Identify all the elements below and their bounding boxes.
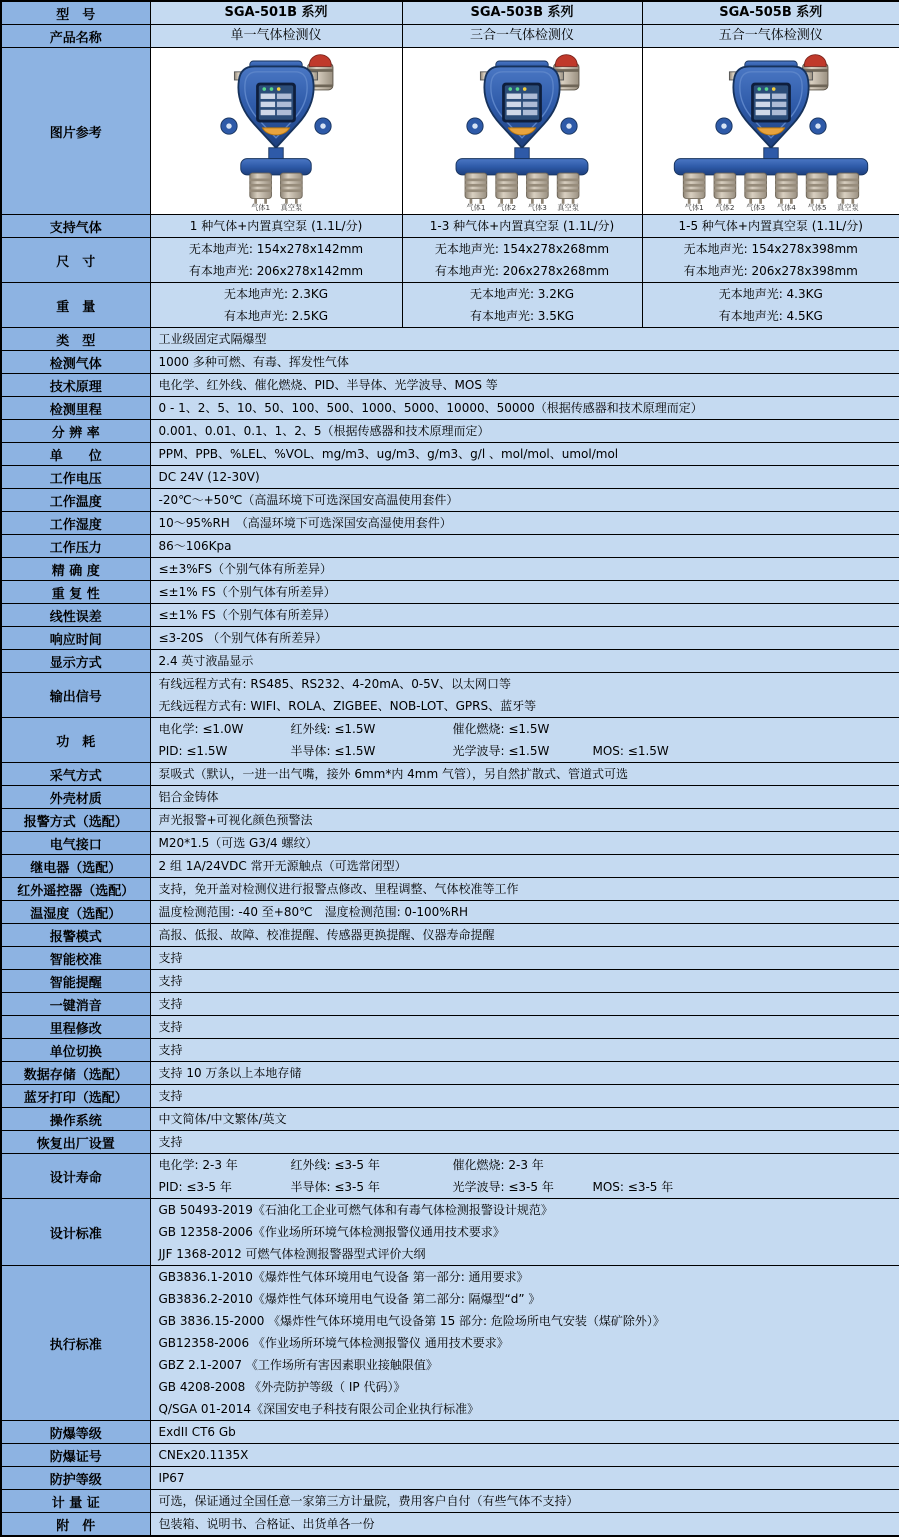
table-row xyxy=(1,993,899,1016)
value-line: 五合一气体检测仪 xyxy=(643,25,899,47)
product-image-cell xyxy=(402,48,642,215)
value-cell xyxy=(150,466,899,489)
value-line: 支持 xyxy=(151,1131,899,1153)
value-line: GB 4208-2008 《外壳防护等级（ IP 代码）》 xyxy=(151,1376,899,1398)
table-row xyxy=(1,1016,899,1039)
value-line: 86～106Kpa xyxy=(151,535,899,557)
display-screen xyxy=(256,83,296,123)
manifold-bar xyxy=(241,159,312,175)
row-label: 响应时间 xyxy=(1,627,150,650)
value-cell xyxy=(150,901,899,924)
row-label: 支持气体 xyxy=(1,215,150,238)
value-line: 有本地声光: 4.5KG xyxy=(643,305,899,327)
row-label: 型 号 xyxy=(1,1,150,25)
row-label: 检测气体 xyxy=(1,351,150,374)
value-line: M20*1.5（可选 G3/4 螺纹） xyxy=(151,832,899,854)
row-label: 工作电压 xyxy=(1,466,150,489)
row-label: 一键消音 xyxy=(1,993,150,1016)
value-item: MOS: ≤3-5 年 xyxy=(593,1177,674,1197)
value-line: 单一气体检测仪 xyxy=(151,25,402,47)
table-row xyxy=(1,947,899,970)
value-cell xyxy=(150,283,402,328)
value-cell xyxy=(642,215,899,238)
value-line: 泵吸式（默认，一进一出气嘴，接外 6mm*内 4mm 气管），另自然扩散式、管道式可选 xyxy=(151,763,899,785)
table-row xyxy=(1,420,899,443)
gas-detector-illustration xyxy=(658,50,884,213)
value-line: 有线远程方式有: RS485、RS232、4-20mA、0-5V、以太网口等 xyxy=(151,673,899,695)
value-line: DC 24V (12-30V) xyxy=(151,466,899,488)
value-line: 高报、低报、故障、校准提醒、传感器更换提醒、仪器寿命提醒 xyxy=(151,924,899,946)
value-cell xyxy=(150,970,899,993)
value-line: 支持 xyxy=(151,993,899,1015)
value-line: 无本地声光: 154x278x268mm xyxy=(403,238,642,260)
value-line: 三合一气体检测仪 xyxy=(403,25,642,47)
table-row xyxy=(1,48,899,215)
table-row xyxy=(1,627,899,650)
value-cell xyxy=(150,328,899,351)
sensor-label: 气体3 xyxy=(528,203,547,212)
table-row xyxy=(1,397,899,420)
spec-table-body xyxy=(1,1,899,1536)
table-row xyxy=(1,351,899,374)
value-line: PPM、PPB、%LEL、%VOL、mg/m3、ug/m3、g/m3、g/l 、mol/mol、umol/mol xyxy=(151,443,899,465)
value-line xyxy=(151,740,899,762)
value-item: 电化学: 2-3 年 xyxy=(159,1155,291,1175)
row-label: 继电器（选配） xyxy=(1,855,150,878)
value-cell xyxy=(150,1421,899,1444)
value-cell xyxy=(150,763,899,786)
table-row xyxy=(1,1062,899,1085)
value-cell xyxy=(150,1513,899,1537)
row-label: 线性误差 xyxy=(1,604,150,627)
display-screen xyxy=(502,83,542,123)
table-row xyxy=(1,970,899,993)
row-label: 报警模式 xyxy=(1,924,150,947)
value-cell xyxy=(150,351,899,374)
value-line: 1-3 种气体+内置真空泵 (1.1L/分) xyxy=(403,215,642,237)
row-label: 单 位 xyxy=(1,443,150,466)
row-label: 操作系统 xyxy=(1,1108,150,1131)
value-item: 电化学: ≤1.0W xyxy=(159,719,291,739)
table-row xyxy=(1,1467,899,1490)
table-row xyxy=(1,25,899,48)
value-line: 可选，保证通过全国任意一家第三方计量院，费用客户自付（有些气体不支持） xyxy=(151,1490,899,1512)
sensor-label: 气体4 xyxy=(777,203,796,212)
value-cell xyxy=(150,1,402,25)
table-row xyxy=(1,1131,899,1154)
table-row xyxy=(1,283,899,328)
value-line: GB12358-2006 《作业场所环境气体检测报警仪 通用技术要求》 xyxy=(151,1332,899,1354)
row-label: 采气方式 xyxy=(1,763,150,786)
product-image-cell xyxy=(150,48,402,215)
value-cell xyxy=(150,1444,899,1467)
table-row xyxy=(1,878,899,901)
value-cell xyxy=(150,878,899,901)
value-line: 支持 xyxy=(151,1039,899,1061)
value-cell xyxy=(402,25,642,48)
value-cell xyxy=(150,1131,899,1154)
value-cell xyxy=(150,1199,899,1266)
value-line: IP67 xyxy=(151,1467,899,1489)
value-cell xyxy=(150,512,899,535)
sensor-label: 气体1 xyxy=(466,203,485,212)
value-line: 2.4 英寸液晶显示 xyxy=(151,650,899,672)
table-row xyxy=(1,535,899,558)
value-cell xyxy=(150,604,899,627)
table-row xyxy=(1,924,899,947)
sensor-label: 气体2 xyxy=(497,203,516,212)
value-cell xyxy=(150,1039,899,1062)
row-label: 检测里程 xyxy=(1,397,150,420)
manifold-bar xyxy=(674,159,867,175)
table-row xyxy=(1,328,899,351)
row-label: 功 耗 xyxy=(1,718,150,763)
table-row xyxy=(1,374,899,397)
table-row xyxy=(1,466,899,489)
value-cell xyxy=(642,1,899,25)
value-line: SGA-505B 系列 xyxy=(643,2,899,24)
value-line: 有本地声光: 206x278x268mm xyxy=(403,260,642,282)
value-line: 有本地声光: 2.5KG xyxy=(151,305,402,327)
row-label: 执行标准 xyxy=(1,1266,150,1421)
sensor-label: 气体5 xyxy=(807,203,826,212)
row-label: 智能校准 xyxy=(1,947,150,970)
value-line: -20℃～+50℃（高温环境下可选深国安高温使用套件） xyxy=(151,489,899,511)
row-label: 单位切换 xyxy=(1,1039,150,1062)
row-label: 智能提醒 xyxy=(1,970,150,993)
value-cell xyxy=(150,1016,899,1039)
value-cell xyxy=(150,397,899,420)
value-line xyxy=(151,1154,899,1176)
table-row xyxy=(1,1513,899,1537)
table-row xyxy=(1,1199,899,1266)
value-cell xyxy=(150,215,402,238)
value-line: 电化学、红外线、催化燃烧、PID、半导体、光学波导、MOS 等 xyxy=(151,374,899,396)
row-label: 技术原理 xyxy=(1,374,150,397)
value-line: 无本地声光: 2.3KG xyxy=(151,283,402,305)
sensor-array xyxy=(250,173,302,212)
value-item: 半导体: ≤1.5W xyxy=(291,741,453,761)
value-line: 支持 xyxy=(151,1016,899,1038)
value-line: 1 种气体+内置真空泵 (1.1L/分) xyxy=(151,215,402,237)
value-item: 光学波导: ≤1.5W xyxy=(453,741,593,761)
value-cell xyxy=(150,1490,899,1513)
row-label: 恢复出厂设置 xyxy=(1,1131,150,1154)
value-cell xyxy=(150,924,899,947)
table-row xyxy=(1,443,899,466)
row-label: 尺 寸 xyxy=(1,238,150,283)
value-line: GB3836.1-2010《爆炸性气体环境用电气设备 第一部分: 通用要求》 xyxy=(151,1266,899,1288)
value-cell xyxy=(642,25,899,48)
table-row xyxy=(1,489,899,512)
row-label: 蓝牙打印（选配） xyxy=(1,1085,150,1108)
row-label: 附 件 xyxy=(1,1513,150,1537)
value-line: GB 50493-2019《石油化工企业可燃气体和有毒气体检测报警设计规范》 xyxy=(151,1199,899,1221)
value-cell xyxy=(642,238,899,283)
value-line: 铝合金铸体 xyxy=(151,786,899,808)
value-line: 无本地声光: 154x278x398mm xyxy=(643,238,899,260)
row-label: 显示方式 xyxy=(1,650,150,673)
gas-detector-illustration xyxy=(163,50,389,213)
value-line: 有本地声光: 206x278x142mm xyxy=(151,260,402,282)
value-cell xyxy=(150,627,899,650)
value-line: SGA-501B 系列 xyxy=(151,2,402,24)
value-cell xyxy=(402,283,642,328)
table-row xyxy=(1,1490,899,1513)
value-cell xyxy=(150,558,899,581)
table-row xyxy=(1,1154,899,1199)
value-cell xyxy=(150,1062,899,1085)
value-line: Q/SGA 01-2014《深国安电子科技有限公司企业执行标准》 xyxy=(151,1398,899,1420)
value-cell xyxy=(402,1,642,25)
value-cell xyxy=(150,809,899,832)
value-line: 有本地声光: 3.5KG xyxy=(403,305,642,327)
table-row xyxy=(1,1039,899,1062)
value-cell xyxy=(150,786,899,809)
value-line: 声光报警+可视化颜色预警法 xyxy=(151,809,899,831)
value-line xyxy=(151,718,899,740)
value-line: SGA-503B 系列 xyxy=(403,2,642,24)
value-cell xyxy=(150,238,402,283)
row-label: 设计标准 xyxy=(1,1199,150,1266)
value-line: 0 - 1、2、5、10、50、100、500、1000、5000、10000、50000（根据传感器和技术原理而定） xyxy=(151,397,899,419)
value-cell xyxy=(150,1154,899,1199)
value-cell xyxy=(150,993,899,1016)
value-cell xyxy=(150,581,899,604)
row-label: 产品名称 xyxy=(1,25,150,48)
value-cell xyxy=(642,283,899,328)
value-line: ExdII CT6 Gb xyxy=(151,1421,899,1443)
value-cell xyxy=(402,238,642,283)
table-row xyxy=(1,604,899,627)
detector-head xyxy=(467,61,577,148)
value-cell xyxy=(150,535,899,558)
row-label: 重 复 性 xyxy=(1,581,150,604)
table-row xyxy=(1,558,899,581)
sensor-array xyxy=(465,173,579,212)
value-cell xyxy=(150,832,899,855)
value-cell xyxy=(150,420,899,443)
value-line: ≤±3%FS（个别气体有所差异） xyxy=(151,558,899,580)
value-line: 无线远程方式有: WIFI、ROLA、ZIGBEE、NOB-LOT、GPRS、蓝牙等 xyxy=(151,695,899,717)
value-line: 1000 多种可燃、有毒、挥发性气体 xyxy=(151,351,899,373)
value-line: 工业级固定式隔爆型 xyxy=(151,328,899,350)
value-cell xyxy=(150,855,899,878)
value-item: MOS: ≤1.5W xyxy=(593,741,669,761)
detector-head xyxy=(716,61,826,148)
value-item: 红外线: ≤3-5 年 xyxy=(291,1155,453,1175)
value-line: 支持，免开盖对检测仪进行报警点修改、里程调整、气体校准等工作 xyxy=(151,878,899,900)
table-row xyxy=(1,238,899,283)
row-label: 重 量 xyxy=(1,283,150,328)
row-label: 防爆证号 xyxy=(1,1444,150,1467)
row-label: 红外遥控器（选配） xyxy=(1,878,150,901)
row-label: 工作温度 xyxy=(1,489,150,512)
value-line: JJF 1368-2012 可燃气体检测报警器型式评价大纲 xyxy=(151,1243,899,1265)
value-cell xyxy=(150,650,899,673)
sensor-label: 气体2 xyxy=(715,203,734,212)
value-line: ≤±1% FS（个别气体有所差异） xyxy=(151,581,899,603)
value-line: GBZ 2.1-2007 《工作场所有害因素职业接触限值》 xyxy=(151,1354,899,1376)
value-line: 1-5 种气体+内置真空泵 (1.1L/分) xyxy=(643,215,899,237)
row-label: 电气接口 xyxy=(1,832,150,855)
row-label: 分 辨 率 xyxy=(1,420,150,443)
value-line: 支持 xyxy=(151,1085,899,1107)
row-label: 精 确 度 xyxy=(1,558,150,581)
table-row xyxy=(1,786,899,809)
value-line: 10～95%RH （高湿环境下可选深国安高湿使用套件） xyxy=(151,512,899,534)
value-line xyxy=(151,1176,899,1198)
table-row xyxy=(1,1266,899,1421)
row-label: 图片参考 xyxy=(1,48,150,215)
table-row xyxy=(1,581,899,604)
table-row xyxy=(1,215,899,238)
value-line: 0.001、0.01、0.1、1、2、5（根据传感器和技术原理而定） xyxy=(151,420,899,442)
row-label: 工作湿度 xyxy=(1,512,150,535)
sensor-label: 气体1 xyxy=(684,203,703,212)
value-cell xyxy=(150,489,899,512)
sensor-label: 气体3 xyxy=(746,203,765,212)
row-label: 类 型 xyxy=(1,328,150,351)
product-image-cell xyxy=(642,48,899,215)
value-line: 2 组 1A/24VDC 常开无源触点（可选常闭型） xyxy=(151,855,899,877)
value-cell xyxy=(150,718,899,763)
row-label: 温湿度（选配） xyxy=(1,901,150,924)
sensor-array xyxy=(683,173,858,212)
value-cell xyxy=(150,374,899,397)
sensor-label: 气体1 xyxy=(251,203,270,212)
table-row xyxy=(1,650,899,673)
row-label: 防爆等级 xyxy=(1,1421,150,1444)
value-item: 光学波导: ≤3-5 年 xyxy=(453,1177,593,1197)
table-row xyxy=(1,1444,899,1467)
value-line: GB 12358-2006《作业场所环境气体检测报警仪通用技术要求》 xyxy=(151,1221,899,1243)
table-row xyxy=(1,673,899,718)
value-cell xyxy=(150,947,899,970)
value-cell xyxy=(150,1108,899,1131)
value-item: 红外线: ≤1.5W xyxy=(291,719,453,739)
value-line: ≤±1% FS（个别气体有所差异） xyxy=(151,604,899,626)
row-label: 设计寿命 xyxy=(1,1154,150,1199)
detector-head xyxy=(221,61,331,148)
value-line: 支持 xyxy=(151,947,899,969)
value-line: 温度检测范围: -40 至+80℃ 湿度检测范围: 0-100%RH xyxy=(151,901,899,923)
value-line: CNEx20.1135X xyxy=(151,1444,899,1466)
value-item: 催化燃烧: ≤1.5W xyxy=(453,719,593,739)
row-label: 输出信号 xyxy=(1,673,150,718)
table-row xyxy=(1,763,899,786)
value-cell xyxy=(150,1467,899,1490)
row-label: 计 量 证 xyxy=(1,1490,150,1513)
value-line: 中文简体/中文繁体/英文 xyxy=(151,1108,899,1130)
table-row xyxy=(1,512,899,535)
row-label: 里程修改 xyxy=(1,1016,150,1039)
value-cell xyxy=(150,1266,899,1421)
sensor-label: 真空泵 xyxy=(281,203,303,212)
gas-detector-illustration xyxy=(409,50,635,213)
row-label: 报警方式（选配） xyxy=(1,809,150,832)
value-cell xyxy=(150,443,899,466)
table-row xyxy=(1,1421,899,1444)
table-row xyxy=(1,1108,899,1131)
table-row xyxy=(1,832,899,855)
value-line: 支持 xyxy=(151,970,899,992)
row-label: 防护等级 xyxy=(1,1467,150,1490)
value-line: 有本地声光: 206x278x398mm xyxy=(643,260,899,282)
table-row xyxy=(1,718,899,763)
display-screen xyxy=(751,83,791,123)
table-row xyxy=(1,901,899,924)
value-line: 无本地声光: 4.3KG xyxy=(643,283,899,305)
manifold-bar xyxy=(456,159,588,175)
row-label: 数据存储（选配） xyxy=(1,1062,150,1085)
row-label: 外壳材质 xyxy=(1,786,150,809)
table-row xyxy=(1,1085,899,1108)
value-item: PID: ≤1.5W xyxy=(159,741,291,761)
value-cell xyxy=(150,673,899,718)
value-line: 支持 10 万条以上本地存储 xyxy=(151,1062,899,1084)
value-cell xyxy=(150,1085,899,1108)
value-cell xyxy=(402,215,642,238)
sensor-label: 真空泵 xyxy=(557,203,579,212)
row-label: 工作压力 xyxy=(1,535,150,558)
sensor-label: 真空泵 xyxy=(837,203,859,212)
table-row xyxy=(1,855,899,878)
value-item: 半导体: ≤3-5 年 xyxy=(291,1177,453,1197)
value-item: 催化燃烧: 2-3 年 xyxy=(453,1155,593,1175)
table-row xyxy=(1,1,899,25)
value-line: GB3836.2-2010《爆炸性气体环境用电气设备 第二部分: 隔爆型“d” 》 xyxy=(151,1288,899,1310)
value-line: GB 3836.15-2000 《爆炸性气体环境用电气设备第 15 部分: 危险场所电气安装（煤矿除外）》 xyxy=(151,1310,899,1332)
value-line: ≤3-20S （个别气体有所差异） xyxy=(151,627,899,649)
value-line: 包装箱、说明书、合格证、出货单各一份 xyxy=(151,1513,899,1535)
value-line: 无本地声光: 154x278x142mm xyxy=(151,238,402,260)
value-line: 无本地声光: 3.2KG xyxy=(403,283,642,305)
value-item: PID: ≤3-5 年 xyxy=(159,1177,291,1197)
table-row xyxy=(1,809,899,832)
value-cell xyxy=(150,25,402,48)
